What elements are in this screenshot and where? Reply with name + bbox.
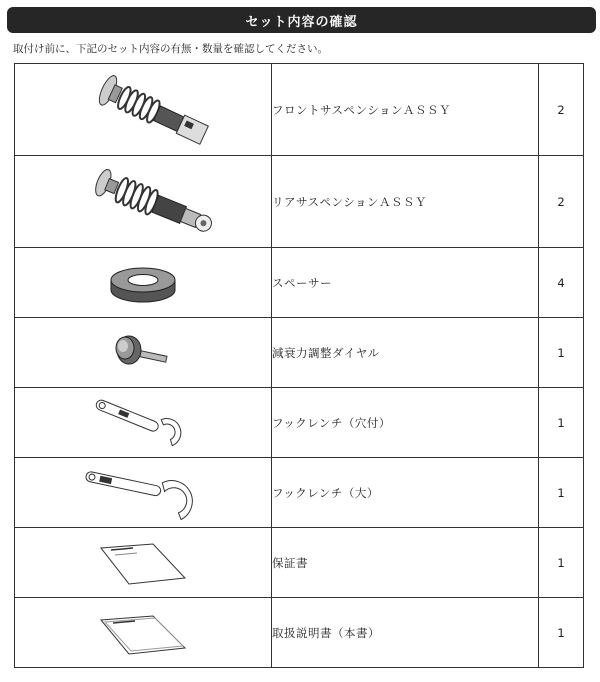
item-image-cell xyxy=(15,64,272,156)
parts-table xyxy=(14,63,584,668)
table-row xyxy=(15,64,584,156)
table-row xyxy=(15,528,584,598)
table-row xyxy=(15,156,584,248)
item-qty: 2 xyxy=(539,64,584,156)
item-qty: 4 xyxy=(539,248,584,318)
hook-wrench-hole-icon xyxy=(83,395,203,450)
table-row xyxy=(15,598,584,668)
table-row xyxy=(15,458,584,528)
rear-suspension-icon xyxy=(63,159,223,245)
front-suspension-icon xyxy=(63,67,223,153)
item-qty: 1 xyxy=(539,458,584,528)
item-name: 減衰力調整ダイヤル xyxy=(272,318,539,388)
table-row xyxy=(15,318,584,388)
section-header xyxy=(7,7,596,33)
item-image-cell xyxy=(15,458,272,528)
section-title: セット内容の確認 xyxy=(245,14,358,30)
item-name: 取扱説明書（本書） xyxy=(272,598,539,668)
item-qty: 1 xyxy=(539,528,584,598)
item-image-cell xyxy=(15,528,272,598)
item-name: フックレンチ（穴付） xyxy=(272,388,539,458)
item-name: リアサスペンションＡＳＳＹ xyxy=(272,156,539,248)
hook-wrench-large-icon xyxy=(78,465,208,520)
item-image-cell xyxy=(15,598,272,668)
intro-text: 取付け前に、下記のセット内容の有無・数量を確認してください。 xyxy=(13,43,328,55)
damping-dial-icon xyxy=(103,328,183,378)
item-image-cell xyxy=(15,248,272,318)
item-name: 保証書 xyxy=(272,528,539,598)
item-qty: 1 xyxy=(539,388,584,458)
warranty-card-icon xyxy=(93,538,193,588)
item-qty: 2 xyxy=(539,156,584,248)
item-qty: 1 xyxy=(539,598,584,668)
manual-icon xyxy=(93,608,193,658)
item-name: スペーサー xyxy=(272,248,539,318)
item-name: フックレンチ（大） xyxy=(272,458,539,528)
spacer-icon xyxy=(103,258,183,308)
table-row xyxy=(15,248,584,318)
table-row xyxy=(15,388,584,458)
item-name: フロントサスペンションＡＳＳＹ xyxy=(272,64,539,156)
item-image-cell xyxy=(15,318,272,388)
item-image-cell xyxy=(15,388,272,458)
item-qty: 1 xyxy=(539,318,584,388)
item-image-cell xyxy=(15,156,272,248)
